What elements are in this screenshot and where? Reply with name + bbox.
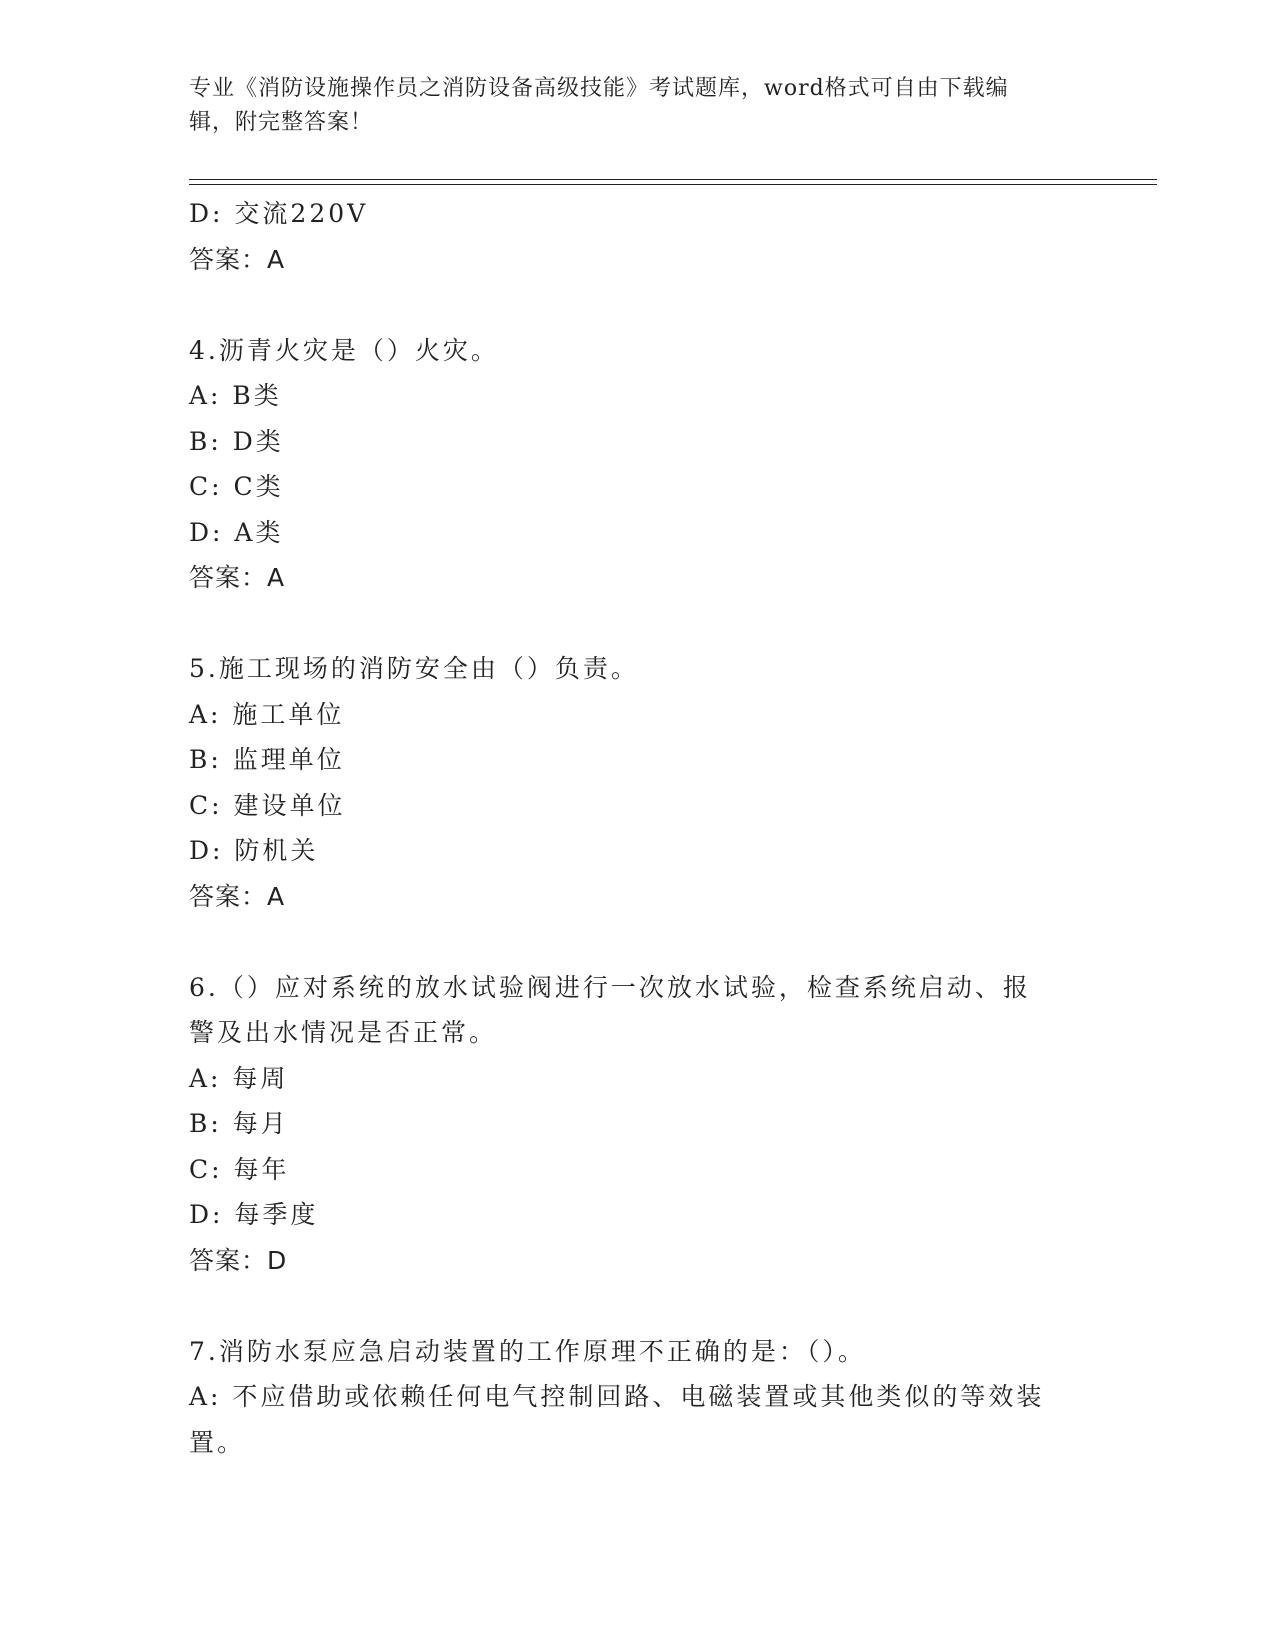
question-stem: 4.沥青火灾是（）火灾。 — [189, 335, 499, 365]
question-stem: 5.施工现场的消防安全由（）负责。 — [189, 654, 639, 683]
question-content — [189, 191, 1089, 1465]
answer: 答案：A — [189, 563, 286, 592]
option-c: C: C类 — [189, 472, 284, 501]
option-c: C: 建设单位 — [189, 790, 346, 820]
header-line-1: 专业《消防设施操作员之消防设备高级技能》考试题库，word格式可自由下载编 — [189, 76, 1009, 101]
option-a: A: 施工单位 — [189, 699, 345, 729]
spacer — [189, 601, 1089, 647]
prev-option-d: D: 交流220V — [189, 199, 369, 228]
option-d: D: 防机关 — [189, 836, 319, 865]
prev-answer: 答案：A — [189, 244, 286, 274]
spacer — [189, 282, 1089, 328]
option-d: D: A类 — [189, 517, 284, 547]
option-a-line-2: 置。 — [189, 1427, 246, 1457]
answer: 答案：A — [189, 881, 286, 911]
option-b: B: 监理单位 — [189, 745, 345, 774]
option-a-line-1: A: 不应借助或依赖任何电气控制回路、电磁装置或其他类似的等效装 — [189, 1382, 1045, 1411]
question-stem-line-2: 警及出水情况是否正常。 — [189, 1018, 498, 1047]
option-a: A: B类 — [189, 381, 282, 410]
option-b: B: D类 — [189, 426, 284, 456]
question-4 — [189, 328, 1089, 601]
question-6 — [189, 965, 1089, 1284]
answer: 答案：D — [189, 1245, 288, 1275]
header-line-2: 辑，附完整答案！ — [189, 110, 374, 135]
option-b: B: 每月 — [189, 1109, 289, 1138]
question-5 — [189, 646, 1089, 919]
document-header — [189, 72, 1089, 140]
option-a: A: 每周 — [189, 1063, 289, 1093]
question-stem-line-1: 6.（）应对系统的放水试验阀进行一次放水试验，检查系统启动、报 — [189, 972, 1031, 1002]
spacer — [189, 919, 1089, 965]
spacer — [189, 1283, 1089, 1329]
option-d: D: 每季度 — [189, 1200, 319, 1229]
header-divider-bottom — [189, 184, 1157, 185]
question-stem: 7.消防水泵应急启动装置的工作原理不正确的是：（）。 — [189, 1336, 866, 1366]
question-7 — [189, 1329, 1089, 1466]
header-divider-top — [189, 179, 1157, 180]
option-c: C: 每年 — [189, 1154, 290, 1184]
